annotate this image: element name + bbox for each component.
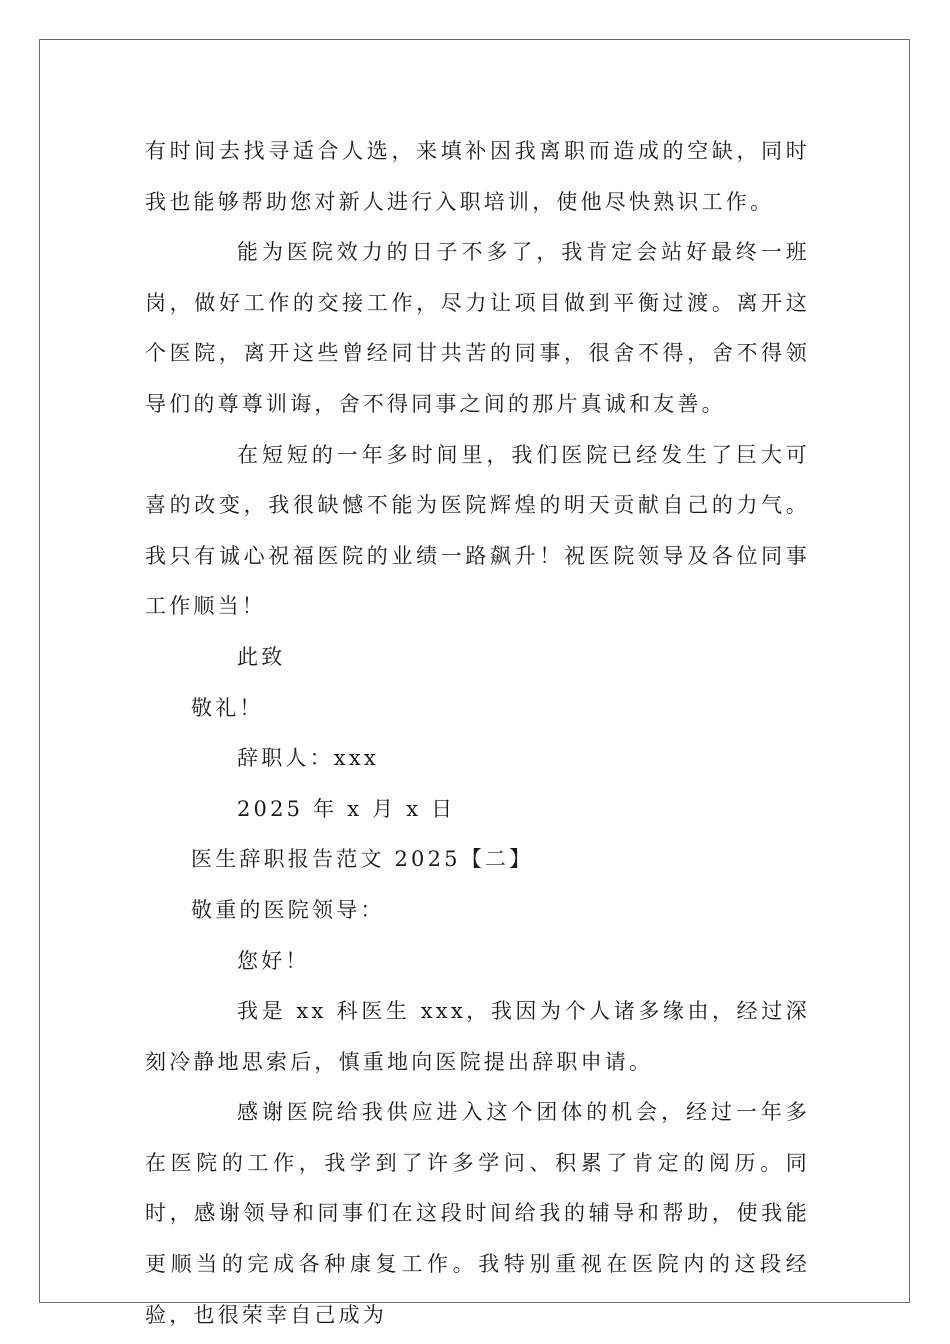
closing-line: 此致 [237,644,286,669]
date-line: 2025 年 x 月 x 日 [237,796,456,821]
paragraph-thanks: 感谢医院给我供应进入这个团体的机会，经过一年多在医院的工作，我学到了许多学问、积累了肯定的阅历。同时，感谢领导和同事们在这段时间给我的辅导和帮助，使我能更顺当的完成各种康复工作。我特别重视在医院内的这段经验，也很荣幸自己成为 [145,1100,810,1327]
paragraph-farewell: 能为医院效力的日子不多了，我肯定会站好最终一班岗，做好工作的交接工作，尽力让项目做到平衡过渡。离开这个医院，离开这些曾经同甘共苦的同事，很舍不得，舍不得领导们的尊尊训诲，舍不得同事之间的那片真诚和友善。 [145,240,810,416]
signer-line: 辞职人：xxx [237,746,379,771]
greeting-line: 您好！ [237,948,310,973]
addressee-line: 敬重的医院领导： [191,897,385,922]
section-title: 医生辞职报告范文 2025【二】 [191,847,534,872]
document-body [145,126,810,1340]
paragraph-continuation: 有时间去找寻适合人选，来填补因我离职而造成的空缺，同时我也能够帮助您对新人进行入职培训，使他尽快熟识工作。 [145,139,810,214]
paragraph-intro: 我是 xx 科医生 xxx，我因为个人诸多缘由，经过深刻冷静地思索后，慎重地向医院提出辞职申请。 [145,999,810,1074]
salute-line: 敬礼！ [191,695,264,720]
paragraph-blessing: 在短短的一年多时间里，我们医院已经发生了巨大可喜的改变，我很缺憾不能为医院辉煌的明天贡献自己的力气。我只有诚心祝福医院的业绩一路飙升！祝医院领导及各位同事工作顺当！ [145,442,810,619]
